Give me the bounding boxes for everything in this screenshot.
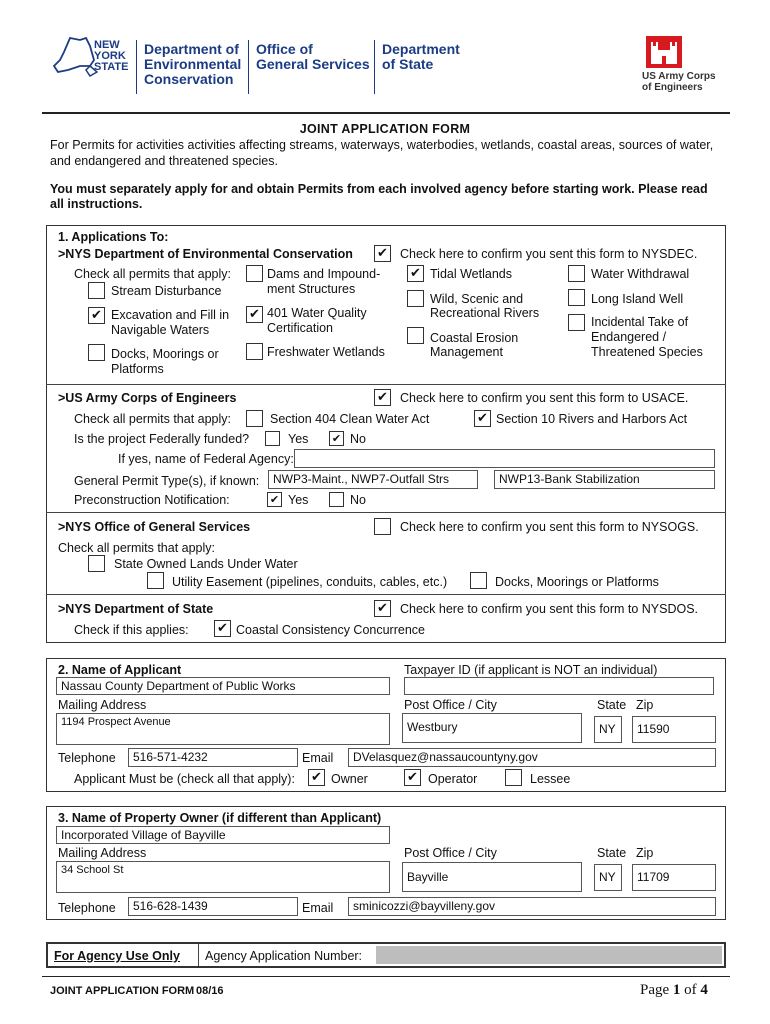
applicant-address-input[interactable]: 1194 Prospect Avenue [56,713,390,745]
dos-confirm-text: Check here to confirm you sent this form to NYSDOS. [400,602,699,616]
usace-logo-line2: of Engineers [642,82,703,93]
intro-line2: and endangered and threatened species. [50,154,278,168]
excavation-label-line2: Navigable Waters [111,323,210,337]
federal-yes-label: Yes [288,432,309,446]
section-divider [46,512,726,513]
section404-label: Section 404 Clean Water Act [270,412,430,426]
owner-zip-label: Zip [636,846,654,860]
applicant-mailing-label: Mailing Address [58,698,147,712]
pcn-yes-checkbox[interactable]: ✔ [267,492,282,507]
dec-logo-line1: Department of [144,41,239,57]
excavation-checkbox[interactable]: ✔ [88,307,105,324]
owner-email-label: Email [302,901,334,915]
incidental-take-checkbox[interactable] [568,314,585,331]
owner-checkbox[interactable]: ✔ [308,769,325,786]
owner-name-input[interactable]: Incorporated Village of Bayville [56,826,390,844]
coastal-erosion-checkbox[interactable] [407,327,424,344]
nys-map-icon [50,36,98,80]
owner-email-input[interactable]: sminicozzi@bayvilleny.gov [348,897,716,916]
applicant-state-input[interactable]: NY [594,716,622,743]
dams-checkbox[interactable] [246,265,263,282]
taxpayer-id-input[interactable] [404,677,714,695]
owner-tel-input[interactable]: 516-628-1439 [128,897,298,916]
coastal-erosion-label-line2: Management [430,345,503,359]
federal-agency-input[interactable] [294,449,715,468]
intro-line1: For Permits for activities activities affecting streams, waterways, waterbodies, wetlands, coastal areas, sources of water, [50,138,714,152]
dos-check-if-label: Check if this applies: [74,623,189,637]
dec-logo-line2: Environmental [144,56,242,72]
docks-dec-checkbox[interactable] [88,344,105,361]
water-quality-label-line2: Certification [267,321,333,335]
section3-heading: 3. Name of Property Owner (if different than Applicant) [58,811,382,825]
stream-disturbance-label: Stream Disturbance [111,284,222,298]
federal-no-label: No [350,432,366,446]
stream-disturbance-checkbox[interactable] [88,282,105,299]
water-quality-label-line1: 401 Water Quality [267,306,367,320]
federal-agency-question: If yes, name of Federal Agency: [118,452,294,466]
pcn-no-checkbox[interactable] [329,492,344,507]
ogs-logo-line2: General Services [256,56,370,72]
ogs-docks-label: Docks, Moorings or Platforms [495,575,659,589]
docks-dec-label-line2: Platforms [111,362,164,376]
ogs-label: >NYS Office of General Services [58,520,251,534]
page-number: 1 [672,982,681,998]
federal-funded-question: Is the project Federally funded? [74,432,250,446]
page-prefix: Page [640,982,673,998]
warning-line2: all instructions. [50,197,143,211]
usace-castle-icon [646,36,682,68]
water-withdrawal-label: Water Withdrawal [591,267,690,281]
applicant-tel-input[interactable]: 516-571-4232 [128,748,298,767]
ogs-confirm-checkbox[interactable] [374,518,391,535]
applicant-email-label: Email [302,751,334,765]
freshwater-label: Freshwater Wetlands [267,345,385,359]
utility-easement-label: Utility Easement (pipelines, conduits, cables, etc.) [172,575,448,589]
incidental-take-label-line2: Endangered / [591,330,667,344]
water-quality-checkbox[interactable]: ✔ [246,306,263,323]
footer-rule [42,976,730,977]
applicant-must-be-label: Applicant Must be (check all that apply): [74,772,295,786]
applicant-po-label: Post Office / City [404,698,497,712]
applicant-tel-label: Telephone [58,751,116,765]
logo-divider [374,40,375,94]
ogs-check-all-label: Check all permits that apply: [58,541,216,555]
lessee-label: Lessee [530,772,571,786]
agency-divider [198,944,199,966]
footer-date: 08/16 [196,985,224,997]
owner-address-input[interactable]: 34 School St [56,861,390,893]
applicant-email-input[interactable]: DVelasquez@nassaucountyny.gov [348,748,716,767]
ogs-docks-checkbox[interactable] [470,572,487,589]
state-lands-label: State Owned Lands Under Water [114,557,298,571]
taxpayer-label: Taxpayer ID (if applicant is NOT an individual) [404,663,658,677]
docks-dec-label-line1: Docks, Moorings or [111,347,219,361]
water-withdrawal-checkbox[interactable] [568,265,585,282]
ogs-confirm-text: Check here to confirm you sent this form to NYSOGS. [400,520,699,534]
general-permit-input-2[interactable]: NWP13-Bank Stabilization [494,470,715,489]
section404-checkbox[interactable] [246,410,263,427]
section10-label: Section 10 Rivers and Harbors Act [496,412,688,426]
dos-confirm-checkbox[interactable]: ✔ [374,600,391,617]
general-permit-question: General Permit Type(s), if known: [74,474,260,488]
dos-label: >NYS Department of State [58,602,214,616]
lessee-checkbox[interactable] [505,769,522,786]
owner-state-label: State [597,846,627,860]
form-title: JOINT APPLICATION FORM [299,122,471,136]
pcn-question: Preconstruction Notification: [74,493,230,507]
dec-label: >NYS Department of Environmental Conservation [58,247,353,261]
dams-label-line1: Dams and Impound- [267,267,381,281]
wild-scenic-checkbox[interactable] [407,290,424,307]
owner-po-label: Post Office / City [404,846,497,860]
ogs-logo-line1: Office of [256,41,313,57]
owner-label: Owner [331,772,368,786]
warning-line1: You must separately apply for and obtain Permits from each involved agency before starting work. Please read [50,182,708,196]
applicant-city-input[interactable]: Westbury [402,713,582,743]
wild-scenic-label-line2: Recreational Rivers [430,306,540,320]
dec-check-all-label: Check all permits that apply: [74,267,232,281]
general-permit-input-1[interactable]: NWP3-Maint., NWP7-Outfall Strs [268,470,478,489]
incidental-take-label-line3: Threatened Species [591,345,703,359]
dec-logo-line3: Conservation [144,71,234,87]
long-island-well-checkbox[interactable] [568,289,585,306]
utility-easement-checkbox[interactable] [147,572,164,589]
applicant-zip-input[interactable]: 11590 [632,716,716,743]
logo-divider [248,40,249,94]
pcn-no-label: No [350,493,366,507]
dos-logo-line2: of State [382,56,434,72]
coastal-consistency-label: Coastal Consistency Concurrence [236,623,425,637]
state-lands-checkbox[interactable] [88,555,105,572]
owner-mailing-label: Mailing Address [58,846,147,860]
tidal-wetlands-label: Tidal Wetlands [430,267,512,281]
logo-divider [136,40,137,94]
long-island-well-label: Long Island Well [591,292,684,306]
freshwater-checkbox[interactable] [246,343,263,360]
applicant-name-input[interactable]: Nassau County Department of Public Works [56,677,390,695]
dec-confirm-text: Check here to confirm you sent this form to NYSDEC. [400,247,698,261]
section-divider [46,384,726,385]
dams-label-line2: ment Structures [267,282,356,296]
operator-checkbox[interactable]: ✔ [404,769,421,786]
owner-zip-input[interactable]: 11709 [632,864,716,891]
usace-confirm-checkbox[interactable]: ✔ [374,389,391,406]
incidental-take-label-line1: Incidental Take of [591,315,689,329]
usace-check-all-label: Check all permits that apply: [74,412,232,426]
coastal-consistency-checkbox[interactable]: ✔ [214,620,231,637]
section1-heading: 1. Applications To: [58,230,169,244]
operator-label: Operator [428,772,478,786]
agency-number-label: Agency Application Number: [205,949,363,963]
owner-tel-label: Telephone [58,901,116,915]
federal-no-checkbox[interactable]: ✔ [329,431,344,446]
footer-form-name: JOINT APPLICATION FORM [50,985,195,997]
federal-yes-checkbox[interactable] [265,431,280,446]
usace-confirm-text: Check here to confirm you sent this form to USACE. [400,391,689,405]
header-rule [42,112,730,114]
dec-confirm-checkbox[interactable]: ✔ [374,245,391,262]
nys-logo-text: NEW YORK STATE [94,39,129,73]
section2-heading: 2. Name of Applicant [58,663,182,677]
tidal-wetlands-checkbox[interactable]: ✔ [407,265,424,282]
wild-scenic-label-line1: Wild, Scenic and [430,292,524,306]
dos-logo-line1: Department [382,41,460,57]
coastal-erosion-label-line1: Coastal Erosion [430,331,519,345]
page-total: 4 [700,982,708,998]
applicant-zip-label: Zip [636,698,654,712]
agency-number-field[interactable] [376,946,722,964]
applicant-state-label: State [597,698,627,712]
usace-logo-line1: US Army Corps [642,71,716,82]
page-indicator [640,982,708,999]
usace-label: >US Army Corps of Engineers [58,391,237,405]
agency-use-label: For Agency Use Only [54,949,180,963]
owner-city-input[interactable]: Bayville [402,862,582,892]
pcn-yes-label: Yes [288,493,309,507]
excavation-label-line1: Excavation and Fill in [111,308,230,322]
section10-checkbox[interactable]: ✔ [474,410,491,427]
section-divider [46,594,726,595]
page-of: of [680,982,701,998]
owner-state-input[interactable]: NY [594,864,622,891]
